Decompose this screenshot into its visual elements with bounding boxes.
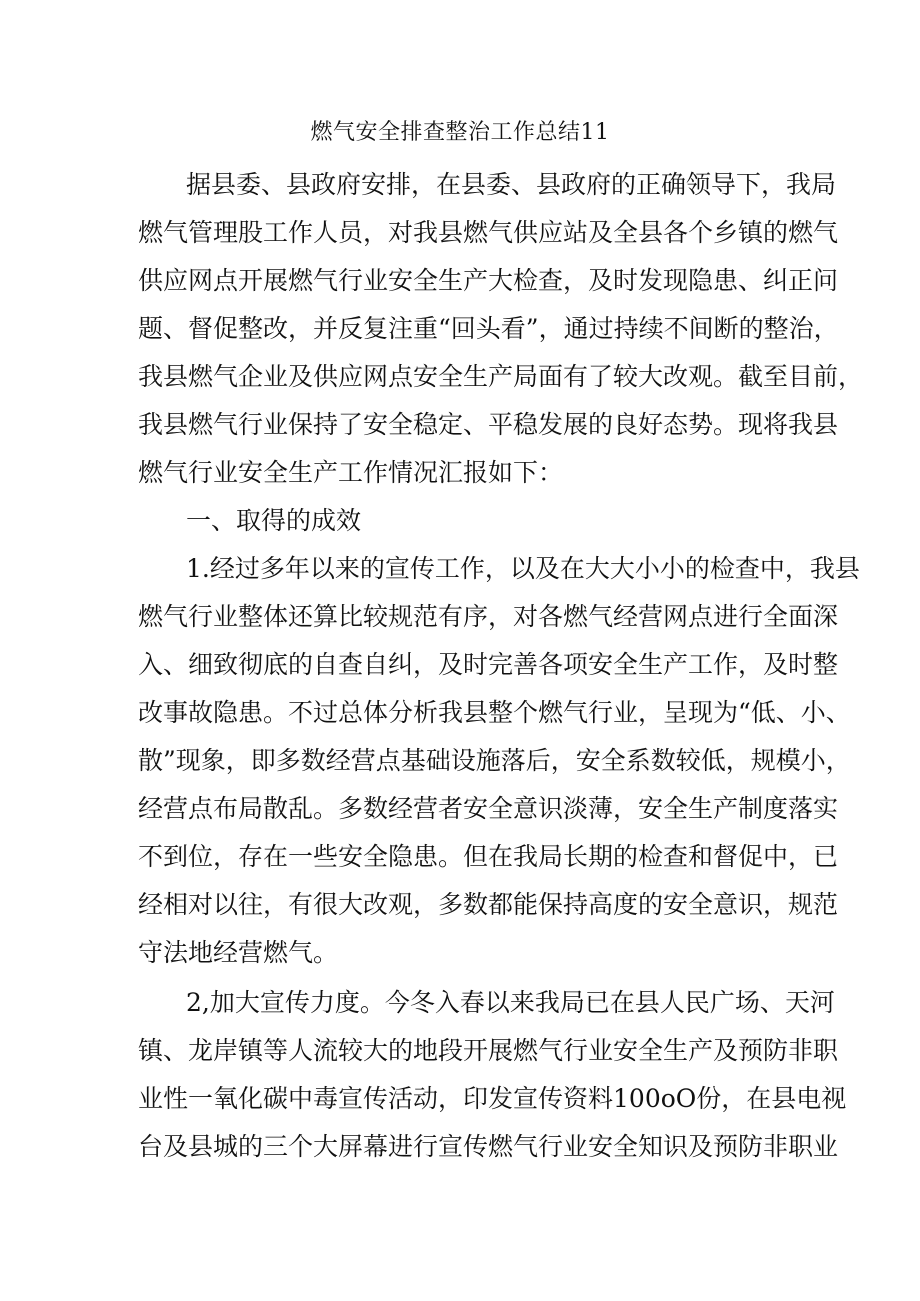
paragraph-line: 经营点布局散乱。多数经营者安全意识淡薄，安全生产制度落实 xyxy=(138,794,839,823)
paragraph-line: 改事故隐患。不过总体分析我县整个燃气行业，呈现为“低、小、 xyxy=(138,698,851,727)
paragraph-line: 供应网点开展燃气行业安全生产大检查，及时发现隐患、纠正问 xyxy=(138,266,839,295)
paragraph-line: 燃气行业整体还算比较规范有序，对各燃气经营网点进行全面深 xyxy=(138,602,839,631)
paragraph-line: 散”现象，即多数经营点基础设施落后，安全系数较低，规模小， xyxy=(138,746,851,775)
paragraph-line: 守法地经营燃气。 xyxy=(138,938,339,967)
paragraph-line: 入、细致彻底的自查自纠，及时完善各项安全生产工作，及时整 xyxy=(138,650,839,679)
paragraph-line: 题、督促整改，并反复注重“回头看”，通过持续不间断的整治， xyxy=(138,314,839,343)
paragraph-line: 2,加大宣传力度。今冬入春以来我局已在县人民广场、天河 xyxy=(186,988,835,1017)
paragraph-line: 我县燃气企业及供应网点安全生产局面有了较大改观。截至目前， xyxy=(138,362,864,391)
paragraph-line: 镇、龙岸镇等人流较大的地段开展燃气行业安全生产及预防非职 xyxy=(138,1036,839,1065)
paragraph-line: 据县委、县政府安排，在县委、县政府的正确领导下，我局 xyxy=(186,170,837,199)
document-title: 燃气安全排查整治工作总结11 xyxy=(310,120,610,145)
paragraph-line: 台及县城的三个大屏幕进行宣传燃气行业安全知识及预防非职业 xyxy=(138,1132,839,1161)
paragraph-line: 不到位，存在一些安全隐患。但在我局长期的检查和督促中，已 xyxy=(138,842,839,871)
paragraph-line: 燃气行业安全生产工作情况汇报如下： xyxy=(138,458,564,487)
paragraph-line: 业性一氧化碳中毒宣传活动，印发宣传资料100oO份，在县电视 xyxy=(138,1084,847,1113)
section-heading: 一、取得的成效 xyxy=(186,506,362,535)
paragraph-line: 经相对以往，有很大改观，多数都能保持高度的安全意识，规范 xyxy=(138,890,839,919)
paragraph-line: 燃气管理股工作人员，对我县燃气供应站及全县各个乡镇的燃气 xyxy=(138,218,839,247)
paragraph-line: 1.经过多年以来的宣传工作，以及在大大小小的检查中，我县 xyxy=(186,554,860,583)
paragraph-line: 我县燃气行业保持了安全稳定、平稳发展的良好态势。现将我县 xyxy=(138,410,839,439)
